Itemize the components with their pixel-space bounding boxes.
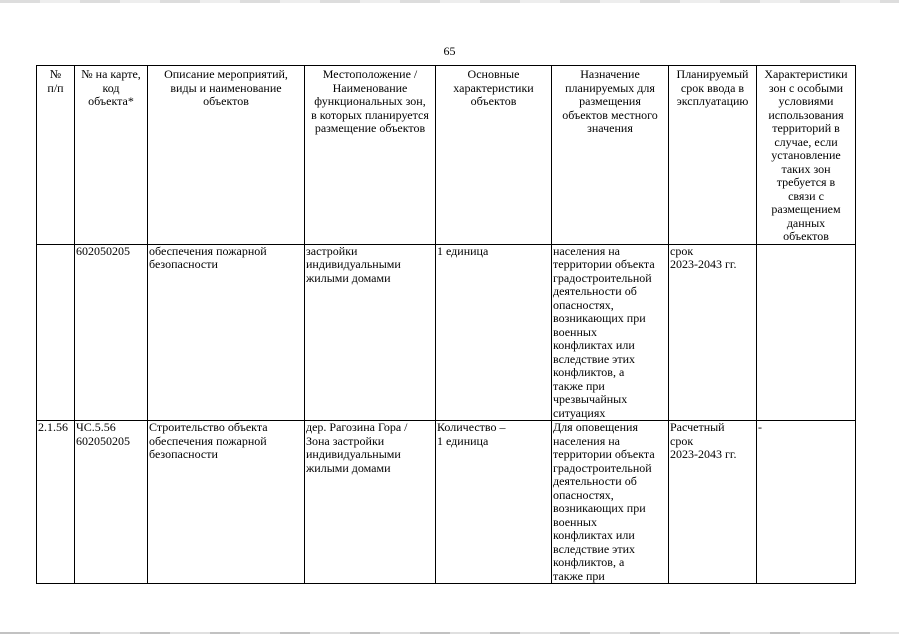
cell-purpose: населения на территории объекта градостроительной деятельности об опасностях, возникающих при военных конфликтах или вследствие этих конфликтов, а также при чрезвычайных ситуациях [552, 244, 669, 421]
scan-edge-bottom [0, 632, 899, 634]
document-table [36, 65, 856, 584]
header-cell: Характеристики зон с особыми условиями использования территорий в случае, если установление таких зон требуется в связи с размещением данных объектов [757, 66, 856, 245]
cell-code: ЧС.5.56 602050205 [75, 421, 148, 584]
cell-num: 2.1.56 [37, 421, 75, 584]
scan-edge-top [0, 0, 899, 3]
cell-term: срок 2023-2043 гг. [669, 244, 757, 421]
cell-description: Строительство объекта обеспечения пожарной безопасности [148, 421, 305, 584]
header-cell: Местоположение / Наименование функциональных зон, в которых планируется размещение объектов [305, 66, 436, 245]
header-cell: Описание мероприятий, виды и наименование объектов [148, 66, 305, 245]
cell-description: обеспечения пожарной безопасности [148, 244, 305, 421]
cell-location: застройки индивидуальными жилыми домами [305, 244, 436, 421]
header-cell: Назначение планируемых для размещения объектов местного значения [552, 66, 669, 245]
table-header-row [37, 66, 856, 245]
table-row [37, 421, 856, 584]
cell-term: Расчетный срок 2023-2043 гг. [669, 421, 757, 584]
page-number: 65 [443, 44, 456, 58]
cell-location: дер. Рагозина Гора / Зона застройки индивидуальными жилыми домами [305, 421, 436, 584]
header-cell: № на карте, код объекта* [75, 66, 148, 245]
cell-purpose: Для оповещения населения на территории объекта градостроительной деятельности об опасностях, возникающих при военных конфликтах или вследствие этих конфликтов, а также при [552, 421, 669, 584]
cell-characteristics: 1 единица [436, 244, 552, 421]
header-cell: Планируемый срок ввода в эксплуатацию [669, 66, 757, 245]
cell-num [37, 244, 75, 421]
header-cell: Основные характеристики объектов [436, 66, 552, 245]
header-cell: № п/п [37, 66, 75, 245]
table-row [37, 244, 856, 421]
cell-characteristics: Количество – 1 единица [436, 421, 552, 584]
cell-code: 602050205 [75, 244, 148, 421]
cell-zones: - [757, 421, 856, 584]
cell-zones [757, 244, 856, 421]
